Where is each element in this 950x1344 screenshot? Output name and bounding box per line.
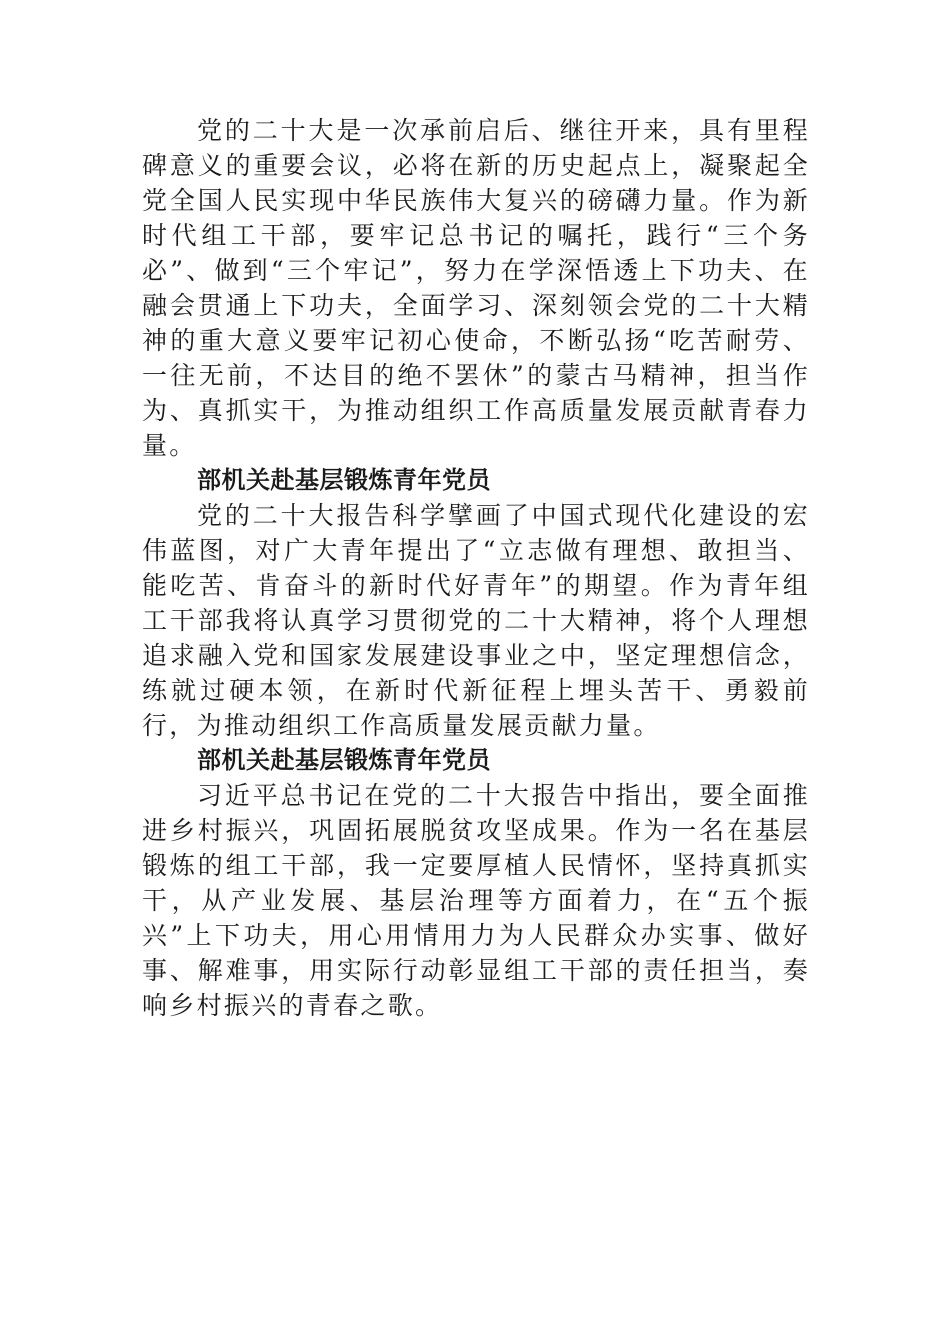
document-content — [142, 113, 810, 1023]
section-heading-1: 部机关赴基层锻炼青年党员 — [197, 466, 491, 494]
section-heading-2: 部机关赴基层锻炼青年党员 — [197, 746, 491, 774]
paragraph-1: 党的二十大是一次承前启后、继往开来，具有里程碑意义的重要会议，必将在新的历史起点上，凝聚起全党全国人民实现中华民族伟大复兴的磅礴力量。作为新时代组工干部，要牢记总书记的嘱托，践行“三个务必”、做到“三个牢记”，努力在学深悟透上下功夫、在融会贯通上下功夫，全面学习、深刻领会党的二十大精神的重大意义要牢记初心使命，不断弘扬“吃苦耐劳、一往无前，不达目的绝不罢休”的蒙古马精神，担当作为、真抓实干，为推动组织工作高质量发展贡献青春力量。 — [142, 116, 810, 460]
paragraph-2: 党的二十大报告科学擘画了中国式现代化建设的宏伟蓝图，对广大青年提出了“立志做有理想、敢担当、能吃苦、肯奋斗的新时代好青年”的期望。作为青年组工干部我将认真学习贯彻党的二十大精神，将个人理想追求融入党和国家发展建设事业之中，坚定理想信念，练就过硬本领，在新时代新征程上埋头苦干、勇毅前行，为推动组织工作高质量发展贡献力量。 — [142, 501, 810, 740]
paragraph-3: 习近平总书记在党的二十大报告中指出，要全面推进乡村振兴，巩固拓展脱贫攻坚成果。作为一名在基层锻炼的组工干部，我一定要厚植人民情怀，坚持真抓实干，从产业发展、基层治理等方面着力，在“五个振兴”上下功夫，用心用情用力为人民群众办实事、做好事、解难事，用实际行动彰显组工干部的责任担当，奏响乡村振兴的青春之歌。 — [142, 781, 810, 1020]
